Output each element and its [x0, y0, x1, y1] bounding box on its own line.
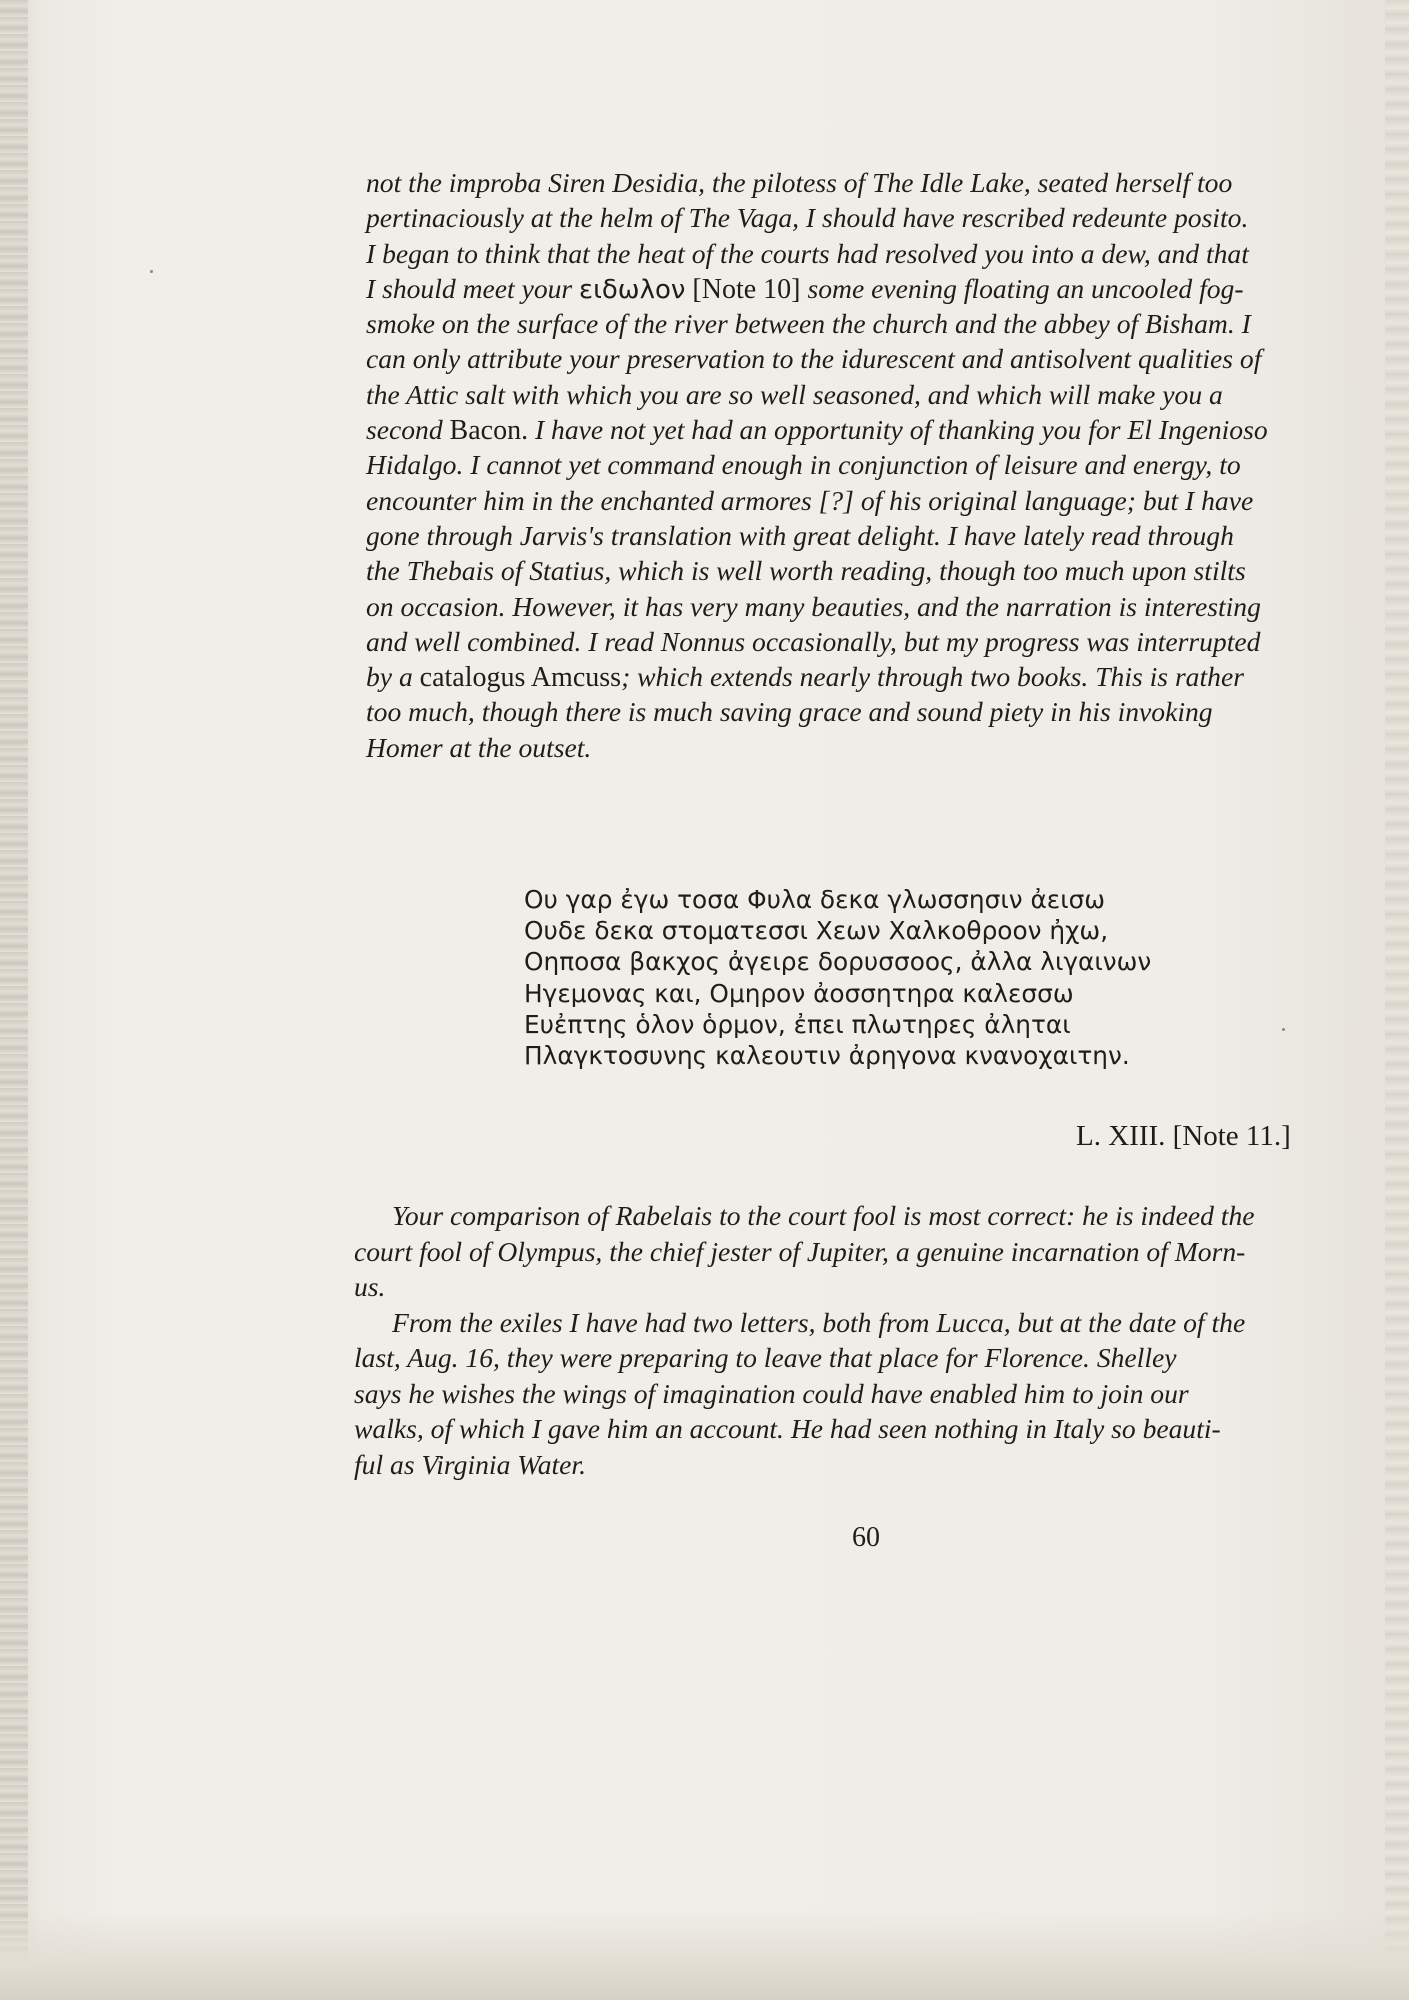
verse-attribution: L. XIII. [Note 11.] [1076, 1120, 1291, 1152]
text-line: Hidalgo. I cannot yet command enough in conjunction of leisure and energy, to [366, 449, 1241, 481]
greek-verse [524, 884, 1151, 1071]
verse-line: Ηγεμονας και, Ομηρον ἀοσσητηρα καλεσσω [524, 978, 1074, 1008]
text-run: I should meet your [366, 272, 580, 304]
verse-line: Πλαγκτοσυνης καλεουτιν ἀρηγονα κνανοχαιτην. [524, 1040, 1130, 1070]
text-line: can only attribute your preservation to the idurescent and antisolvent qualities of [366, 343, 1262, 375]
text-run: some evening floating an uncooled fog- [807, 272, 1244, 304]
note-reference: [Note 10] [685, 273, 808, 305]
text-line: not the improba Siren Desidia, the pilotess of The Idle Lake, seated herself too [366, 167, 1233, 198]
text-line: us. [354, 1271, 386, 1302]
roman-phrase: catalogus Amcuss [419, 662, 622, 694]
page-edge-bottom [0, 1910, 1409, 2000]
paper-speck [150, 270, 153, 273]
text-line: encounter him in the enchanted armores [?] of his original language; but I have [366, 484, 1254, 516]
text-line: says he wishes the wings of imagination could have enabled him to join our [354, 1377, 1189, 1409]
page-edge-right [1385, 0, 1409, 2000]
verse-line: Ουδε δεκα στοματεσσι Χεων Χαλκοθροον ἠχω, [524, 916, 1109, 946]
text-line [366, 412, 1370, 447]
letter-paragraphs [354, 1198, 1374, 1482]
text-run: I have not yet had an opportunity of thanking you for El Ingenioso [528, 414, 1268, 446]
page-number: 60 [852, 1522, 880, 1553]
verse-line: Ου γαρ ἐγω τοσα Φυλα δεκα γλωσσησιν ἀεισω [524, 885, 1106, 914]
greek-word: ειδωλον [579, 274, 686, 305]
text-line: Your comparison of Rabelais to the court fool is most correct: he is indeed the [392, 1200, 1255, 1231]
text-line: ful as Virginia Water. [354, 1448, 587, 1480]
text-run: ; which extends nearly through two books. This is rather [621, 661, 1244, 693]
text-line: pertinaciously at the helm of The Vaga, I should have rescribed redeunte posito. [366, 202, 1249, 234]
text-line: the Thebais of Statius, which is well worth reading, though too much upon stilts [366, 555, 1246, 587]
text-line: From the exiles I have had two letters, both from Lucca, but at the date of the [392, 1306, 1246, 1338]
paper-speck [1282, 1028, 1285, 1031]
text-line: gone through Jarvis's translation with great delight. I have lately read through [366, 519, 1234, 551]
text-line: smoke on the surface of the river between the church and the abbey of Bisham. I [366, 308, 1251, 340]
body-paragraph [366, 165, 1370, 765]
text-line: walks, of which I gave him an account. He had seen nothing in Italy so beauti- [354, 1413, 1221, 1444]
text-line: and well combined. I read Nonnus occasionally, but my progress was interrupted [366, 625, 1261, 657]
text-run: second [366, 414, 450, 446]
text-line: too much, though there is much saving grace and sound piety in his invoking [366, 696, 1213, 728]
verse-line: Οηποσα βακχος ἀγειρε δορυσσοος, ἀλλα λιγαινων [524, 947, 1152, 977]
text-line [366, 271, 1370, 306]
page-edge-left [0, 0, 28, 2000]
verse-line: Ευἐπτης ὁλον ὁρμον, ἐπει πλωτηρες ἀληται [524, 1009, 1071, 1039]
text-run: by a [366, 661, 420, 693]
text-line: Homer at the outset. [366, 731, 592, 763]
text-line: court fool of Olympus, the chief jester of Jupiter, a genuine incarnation of Morn- [354, 1235, 1246, 1267]
roman-word: Bacon. [449, 415, 529, 447]
text-line: on occasion. However, it has very many beauties, and the narration is interesting [366, 590, 1261, 622]
text-line: I began to think that the heat of the courts had resolved you into a dew, and that [366, 237, 1249, 269]
text-line: last, Aug. 16, they were preparing to leave that place for Florence. Shelley [354, 1342, 1177, 1373]
text-line: the Attic salt with which you are so well seasoned, and which will make you a [366, 378, 1223, 410]
text-line [366, 659, 1370, 694]
